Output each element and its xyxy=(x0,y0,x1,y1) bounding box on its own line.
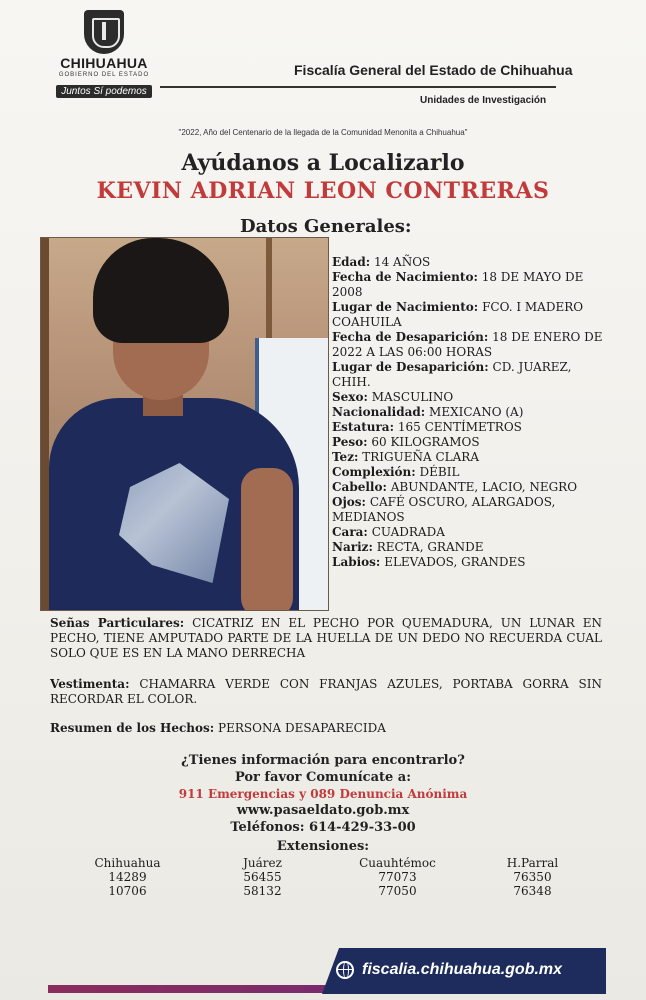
extension-number: 56455 xyxy=(243,870,282,884)
agency-name: Fiscalía General del Estado de Chihuahua xyxy=(294,62,573,78)
extension-number: 58132 xyxy=(243,884,282,898)
call-to-action: Por favor Comunícate a: xyxy=(234,770,412,785)
unit-name: Unidades de Investigación xyxy=(420,95,547,106)
fact-birth-date: Fecha de Nacimiento: 18 DE MAYO DE 2008 xyxy=(332,270,584,299)
extension-city: Chihuahua xyxy=(94,856,161,870)
extension-column xyxy=(330,856,465,898)
year-motto: "2022, Año del Centenario de la llegada de la Comunidad Menonita a Chihuahua" xyxy=(178,128,468,137)
website-link[interactable]: www.pasaeldato.gob.mx xyxy=(236,803,410,818)
slogan-part-a: Juntos xyxy=(61,86,91,97)
coat-of-arms-icon xyxy=(84,10,124,54)
fact-build: Complexión: DÉBIL xyxy=(332,465,460,479)
fact-eyes: Ojos: CAFÉ OSCURO, ALARGADOS, MEDIANOS xyxy=(332,495,556,524)
marks-label: Señas Particulares: xyxy=(50,616,185,630)
fact-sex: Sexo: MASCULINO xyxy=(332,390,454,404)
info-question: ¿Tienes información para encontrarlo? xyxy=(181,753,465,768)
fact-weight: Peso: 60 KILOGRAMOS xyxy=(332,435,480,449)
phone-numbers: Teléfonos: 614-429-33-00 xyxy=(230,820,416,835)
fact-nose: Nariz: RECTA, GRANDE xyxy=(332,540,484,554)
distinguishing-marks xyxy=(50,616,602,661)
extension-number: 77073 xyxy=(378,870,417,884)
fact-height: Estatura: 165 CENTÍMETROS xyxy=(332,420,522,434)
state-logo xyxy=(54,10,154,98)
extension-column xyxy=(60,856,195,898)
fact-face: Cara: CUADRADA xyxy=(332,525,445,539)
slogan-part-b: Sí podemos xyxy=(93,86,147,97)
extensions-table xyxy=(60,856,600,898)
summary-value: PERSONA DESAPARECIDA xyxy=(218,721,386,735)
header-divider xyxy=(160,86,556,88)
marks-value: CICATRIZ EN EL PECHO POR QUEMADURA, UN LUNAR EN PECHO, TIENE AMPUTADO PARTE DE LA HUELLA DE UN DEDO NO RECUERDA CUAL SOLO QUE ES EN LA MANO DERRECHA xyxy=(50,616,602,660)
facts-summary xyxy=(50,721,602,736)
help-title: Ayúdanos a Localizarlo xyxy=(181,150,465,176)
slogan xyxy=(56,85,152,98)
extension-number: 76350 xyxy=(513,870,552,884)
clothing-label: Vestimenta: xyxy=(50,677,130,691)
clothing xyxy=(50,677,602,707)
extension-number: 14289 xyxy=(108,870,147,884)
fact-nationality: Nacionalidad: MEXICANO (A) xyxy=(332,405,524,419)
extension-number: 10706 xyxy=(108,884,147,898)
fact-complexion-tone: Tez: TRIGUEÑA CLARA xyxy=(332,450,480,464)
brand-subtitle: GOBIERNO DEL ESTADO xyxy=(58,72,150,78)
general-data-heading: Datos Generales: xyxy=(240,216,412,237)
fact-birth-place: Lugar de Nacimiento: FCO. I MADERO COAHUILA xyxy=(332,300,584,329)
clothing-value: CHAMARRA VERDE CON FRANJAS AZULES, PORTABA GORRA SIN RECORDAR EL COLOR. xyxy=(50,677,602,706)
extension-column xyxy=(465,856,600,898)
fact-age: Edad: 14 AÑOS xyxy=(332,255,431,269)
extension-number: 76348 xyxy=(513,884,552,898)
fact-disappearance-date: Fecha de Desaparición: 18 DE ENERO DE 2022 A LAS 06:00 HORAS xyxy=(332,330,603,359)
person-name: KEVIN ADRIAN LEON CONTRERAS xyxy=(96,178,550,204)
globe-icon xyxy=(336,961,354,979)
extension-number: 77050 xyxy=(378,884,417,898)
extension-column xyxy=(195,856,330,898)
summary-label: Resumen de los Hechos: xyxy=(50,721,215,735)
footer-website-link[interactable]: fiscalia.chihuahua.gob.mx xyxy=(362,961,563,978)
general-data-list xyxy=(332,255,612,570)
extension-city: Cuauhtémoc xyxy=(359,856,436,870)
fact-lips: Labios: ELEVADOS, GRANDES xyxy=(332,555,526,569)
extensions-label: Extensiones: xyxy=(276,839,370,854)
fact-hair: Cabello: ABUNDANTE, LACIO, NEGRO xyxy=(332,480,578,494)
person-photo xyxy=(40,237,329,611)
brand-name: CHIHUAHUA xyxy=(60,55,148,71)
fact-disappearance-place: Lugar de Desaparición: CD. JUAREZ, CHIH. xyxy=(332,360,572,389)
emergency-numbers: 911 Emergencias y 089 Denuncia Anónima xyxy=(178,787,468,801)
extension-city: Juárez xyxy=(243,856,282,870)
extension-city: H.Parral xyxy=(506,856,559,870)
